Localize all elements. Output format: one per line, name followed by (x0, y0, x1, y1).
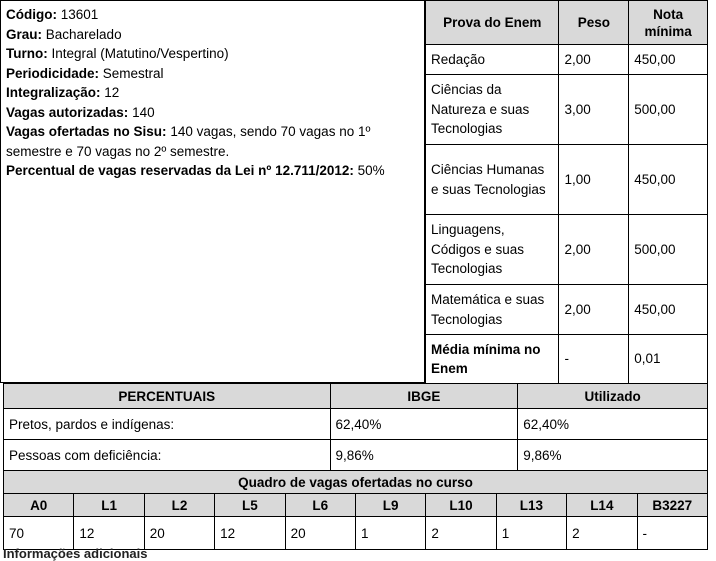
quadro-header: L10 (426, 494, 496, 517)
enem-peso: 1,00 (559, 145, 629, 215)
percentuais-ibge: 62,40% (330, 409, 518, 440)
percentuais-row (4, 409, 708, 440)
quadro-header: L2 (144, 494, 214, 517)
percentuais-ibge: 9,86% (330, 440, 518, 471)
percentuais-utilizado: 62,40% (518, 409, 708, 440)
enem-header-nota: Nota mínima (629, 1, 708, 45)
percentuais-label: Pretos, pardos e indígenas: (4, 409, 331, 440)
enem-nota: 450,00 (629, 285, 708, 335)
info-turno: Turno: Integral (Matutino/Vespertino) (6, 46, 229, 61)
percentuais-header: PERCENTUAIS (4, 384, 331, 409)
quadro-value: 2 (426, 517, 496, 550)
enem-media-peso: - (559, 335, 629, 384)
enem-peso: 3,00 (559, 75, 629, 145)
quadro-value: 1 (496, 517, 566, 550)
ibge-header: IBGE (330, 384, 518, 409)
enem-prova: Linguagens, Códigos e suas Tecnologias (426, 215, 559, 285)
quadro-value: 1 (355, 517, 425, 550)
enem-prova: Ciências da Natureza e suas Tecnologias (426, 75, 559, 145)
quadro-header: L1 (74, 494, 144, 517)
additional-info-heading: Informações adicionais (3, 546, 148, 561)
enem-nota: 450,00 (629, 45, 708, 75)
quadro-header-row (4, 494, 708, 517)
quadro-title: Quadro de vagas ofertadas no curso (4, 471, 708, 494)
quadro-value: 20 (144, 517, 214, 550)
enem-media-row (426, 335, 708, 384)
quadro-value: 12 (215, 517, 285, 550)
utilizado-header: Utilizado (518, 384, 708, 409)
enem-peso: 2,00 (559, 285, 629, 335)
enem-nota: 450,00 (629, 145, 708, 215)
percentuais-row (4, 440, 708, 471)
enem-row (426, 145, 708, 215)
info-periodicidade: Periodicidade: Semestral (6, 65, 164, 81)
info-grau: Grau: Bacharelado (6, 26, 122, 42)
enem-nota: 500,00 (629, 215, 708, 285)
enem-nota: 500,00 (629, 75, 708, 145)
enem-prova: Redação (426, 45, 559, 75)
quadro-header: L9 (355, 494, 425, 517)
enem-media-nota: 0,01 (629, 335, 708, 384)
enem-header-peso: Peso (559, 1, 629, 45)
course-info-box (0, 0, 425, 383)
percentuais-label: Pessoas com deficiência: (4, 440, 331, 471)
quadro-vagas-table (3, 470, 708, 550)
info-percentual: Percentual de vagas reservadas da Lei nº 12.711/2012: 50% (6, 163, 385, 178)
enem-row (426, 285, 708, 335)
info-vagas-autorizadas: Vagas autorizadas: 140 (6, 104, 155, 120)
enem-row (426, 215, 708, 285)
enem-peso: 2,00 (559, 45, 629, 75)
percentuais-table (3, 383, 708, 471)
info-vagas-ofertadas: Vagas ofertadas no Sisu: 140 vagas, sendo 70 vagas no 1º semestre e 70 vagas no 2º semestre. (6, 124, 371, 159)
enem-media-label: Média mínima no Enem (426, 335, 559, 384)
enem-peso: 2,00 (559, 215, 629, 285)
quadro-header: L13 (496, 494, 566, 517)
enem-header-prova: Prova do Enem (426, 1, 559, 45)
quadro-header: L5 (215, 494, 285, 517)
info-codigo: Código: 13601 (6, 7, 99, 22)
info-integralizacao: Integralização: 12 (6, 85, 120, 100)
enem-prova: Matemática e suas Tecnologias (426, 285, 559, 335)
quadro-value: - (637, 517, 707, 550)
quadro-value: 12 (74, 517, 144, 550)
quadro-title-row (4, 471, 708, 494)
enem-table (425, 0, 708, 384)
quadro-header: L6 (285, 494, 355, 517)
quadro-header: B3227 (637, 494, 707, 517)
quadro-values-row (4, 517, 708, 550)
enem-row (426, 75, 708, 145)
enem-header-row (426, 1, 708, 45)
enem-row (426, 45, 708, 75)
enem-prova: Ciências Humanas e suas Tecnologias (426, 145, 559, 215)
quadro-value: 2 (567, 517, 637, 550)
quadro-header: L14 (567, 494, 637, 517)
percentuais-utilizado: 9,86% (518, 440, 708, 471)
quadro-value: 70 (4, 517, 74, 550)
quadro-value: 20 (285, 517, 355, 550)
percentuais-header-row (4, 384, 708, 409)
quadro-header: A0 (4, 494, 74, 517)
